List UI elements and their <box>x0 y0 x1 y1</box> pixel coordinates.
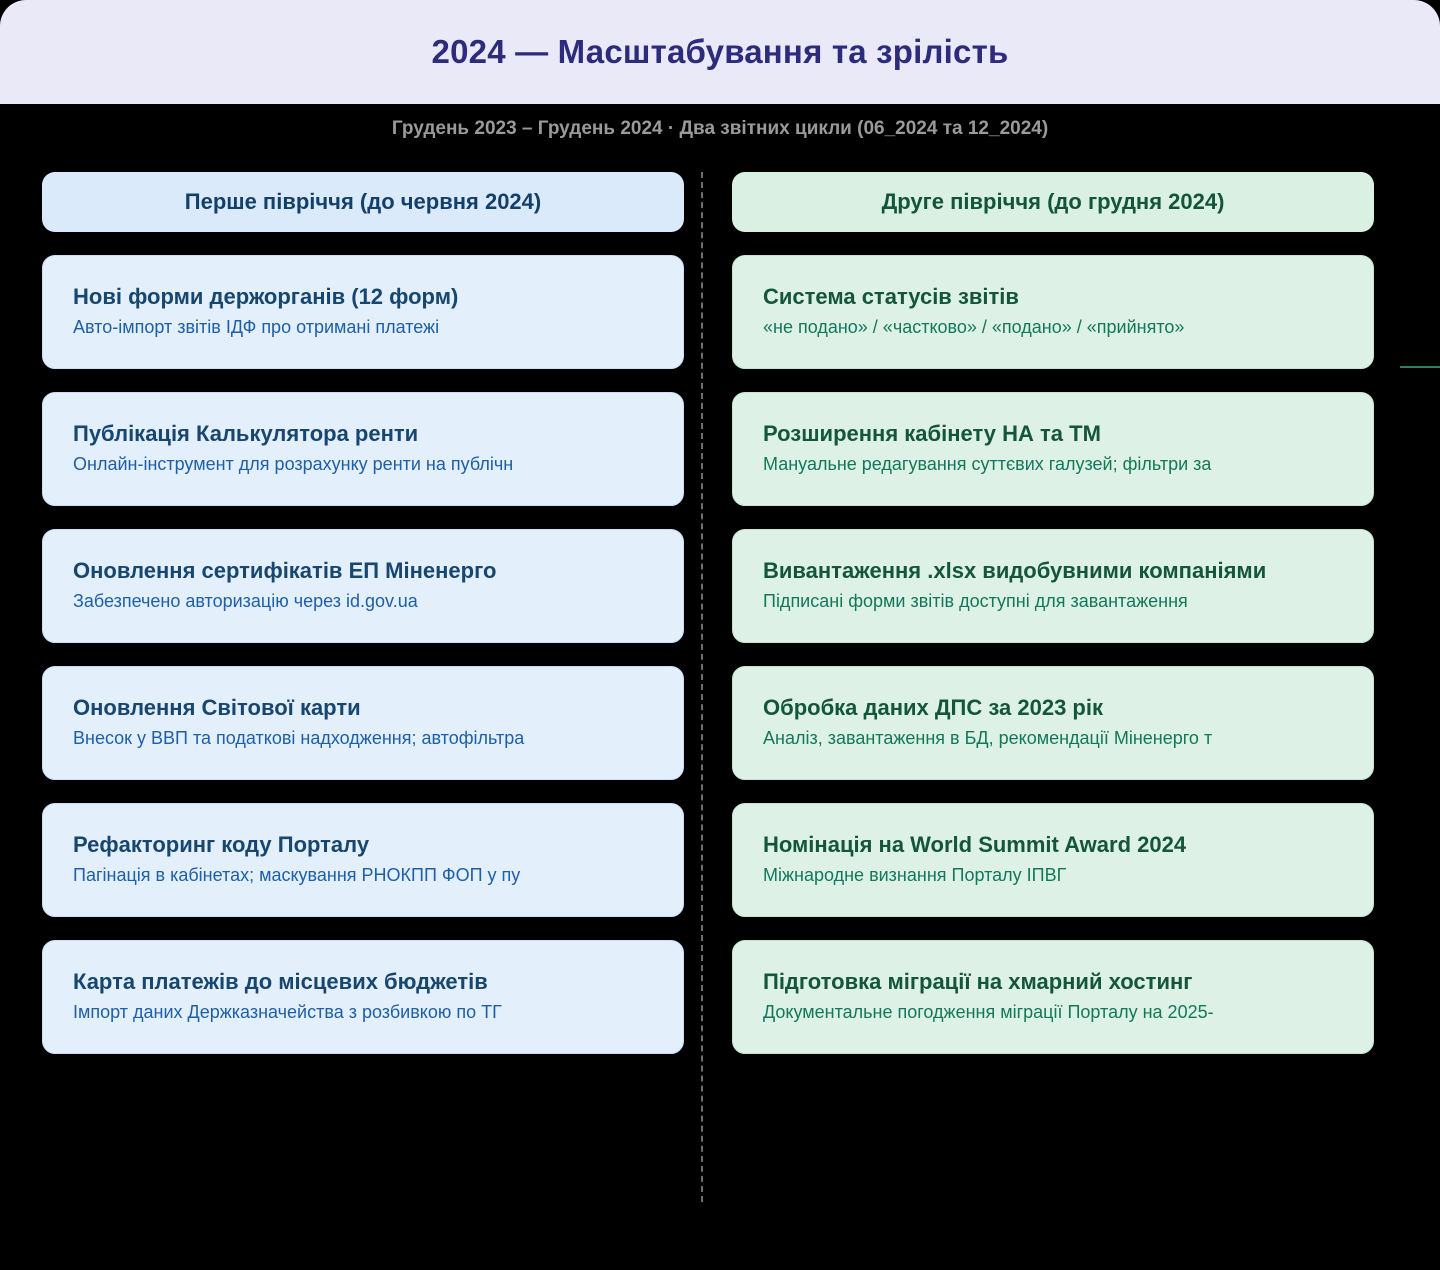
card-item[interactable] <box>42 529 684 643</box>
card-item[interactable] <box>732 392 1374 506</box>
card-title: Обробка даних ДПС за 2023 рік <box>763 695 1103 720</box>
card-title: Оновлення сертифікатів ЕП Міненерго <box>73 558 497 583</box>
column-first-half <box>42 172 684 1054</box>
card-item[interactable] <box>732 255 1374 369</box>
card-title: Підготовка міграції на хмарний хостинг <box>763 969 1193 994</box>
card-item[interactable] <box>732 803 1374 917</box>
column-heading-second-half: Друге півріччя (до грудня 2024) <box>732 172 1374 232</box>
card-description: Мануальне редагування суттєвих галузей; фільтри за <box>763 454 1212 474</box>
card-item[interactable] <box>42 666 684 780</box>
card-description: Авто-імпорт звітів ІДФ про отримані платежі <box>73 317 440 337</box>
connector-line <box>1400 366 1440 368</box>
header-band <box>0 0 1440 104</box>
card-title: Нові форми держорганів (12 форм) <box>73 284 459 309</box>
card-item[interactable] <box>42 940 684 1054</box>
card-title: Рефакторинг коду Порталу <box>73 832 370 857</box>
card-description: Внесок у ВВП та податкові надходження; автофільтра <box>73 728 525 748</box>
card-description: Міжнародне визнання Порталу ІПВГ <box>763 865 1067 885</box>
card-title: Оновлення Світової карти <box>73 695 361 720</box>
card-item[interactable] <box>42 255 684 369</box>
card-description: Аналіз, завантаження в БД, рекомендації Міненерго т <box>763 728 1213 748</box>
card-title: Система статусів звітів <box>763 284 1019 309</box>
page-subtitle: Грудень 2023 – Грудень 2024 · Два звітних цикли (06_2024 та 12_2024) <box>391 118 1049 139</box>
page-title: 2024 — Масштабування та зрілість <box>431 33 1009 70</box>
columns-container <box>42 172 1402 1054</box>
card-title: Розширення кабінету НА та ТМ <box>763 421 1101 446</box>
card-item[interactable] <box>732 529 1374 643</box>
card-item[interactable] <box>732 940 1374 1054</box>
card-item[interactable] <box>42 392 684 506</box>
card-description: «не подано» / «частково» / «подано» / «прийнято» <box>763 317 1185 337</box>
card-description: Онлайн-інструмент для розрахунку ренти на публічн <box>73 454 514 474</box>
card-description: Пагінація в кабінетах; маскування РНОКПП ФОП у пу <box>73 865 521 885</box>
card-title: Номінація на World Summit Award 2024 <box>763 832 1187 857</box>
card-item[interactable] <box>42 803 684 917</box>
column-second-half <box>732 172 1374 1054</box>
card-title: Вивантаження .xlsx видобувними компаніями <box>763 558 1267 583</box>
column-heading-first-half: Перше півріччя (до червня 2024) <box>42 172 684 232</box>
card-description: Документальне погодження міграції Порталу на 2025- <box>763 1002 1214 1022</box>
card-description: Підписані форми звітів доступні для завантаження <box>763 591 1188 611</box>
card-description: Імпорт даних Держказначейства з розбивкою по ТГ <box>73 1002 502 1022</box>
card-item[interactable] <box>732 666 1374 780</box>
card-description: Забезпечено авторизацію через id.gov.ua <box>73 591 418 611</box>
card-title: Карта платежів до місцевих бюджетів <box>73 969 488 994</box>
card-title: Публікація Калькулятора ренти <box>73 421 419 446</box>
